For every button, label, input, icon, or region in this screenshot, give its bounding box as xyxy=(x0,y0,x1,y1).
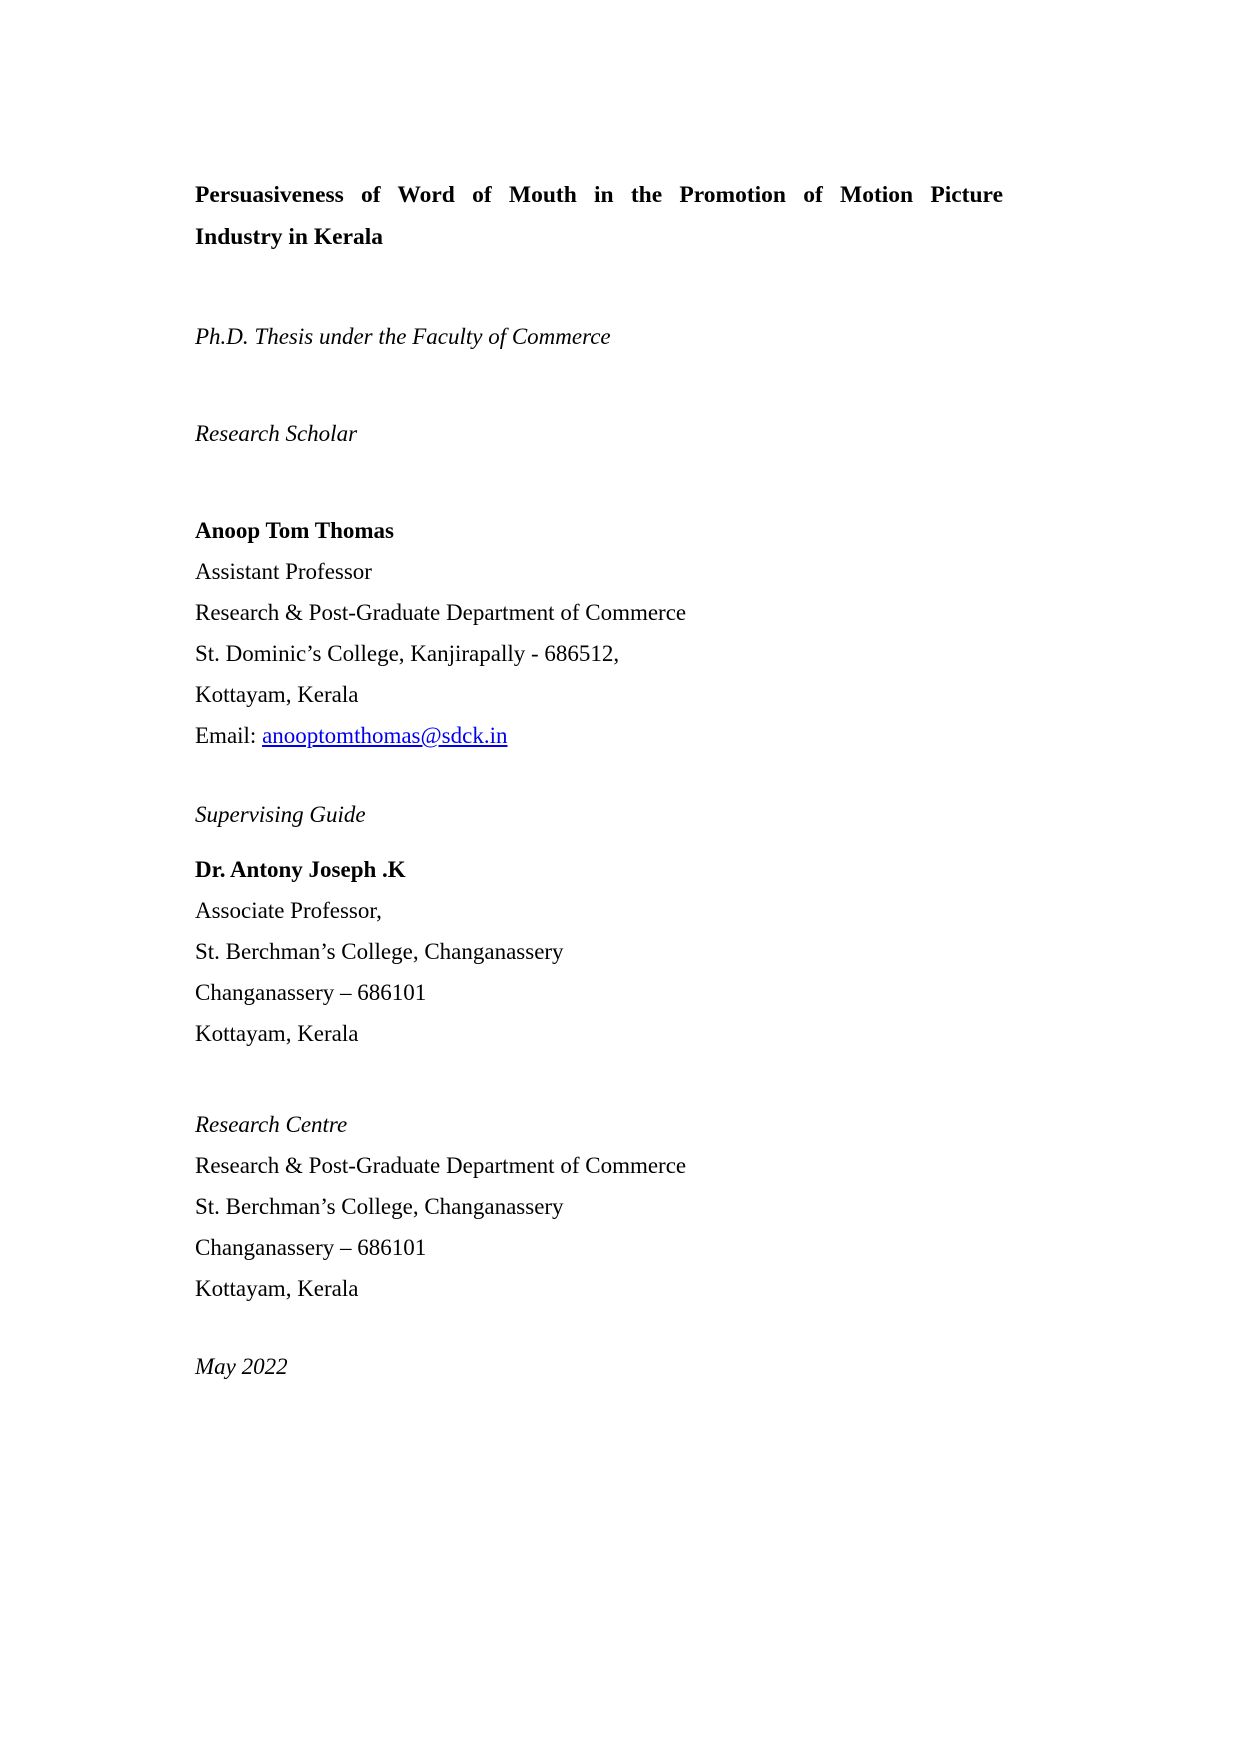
scholar-email-link[interactable]: anooptomthomas@sdck.in xyxy=(262,723,508,748)
centre-college: St. Berchman’s College, Changanassery xyxy=(195,1194,564,1219)
research-centre-block xyxy=(195,1104,686,1309)
thesis-title xyxy=(195,174,1003,258)
scholar-location: Kottayam, Kerala xyxy=(195,682,359,707)
supervising-guide-label: Supervising Guide xyxy=(195,802,366,827)
email-label: Email: xyxy=(195,723,263,748)
guide-location: Kottayam, Kerala xyxy=(195,1021,359,1046)
centre-location: Kottayam, Kerala xyxy=(195,1276,359,1301)
thesis-title-line-2: Industry in Kerala xyxy=(195,224,384,250)
research-scholar-block xyxy=(195,510,686,756)
guide-postal: Changanassery – 686101 xyxy=(195,980,427,1005)
guide-name: Dr. Antony Joseph .K xyxy=(195,857,406,882)
scholar-designation: Assistant Professor xyxy=(195,559,372,584)
thesis-title-line-1: Persuasiveness of Word of Mouth in the Promotion of Motion Picture xyxy=(195,182,1003,208)
guide-college: St. Berchman’s College, Changanassery xyxy=(195,939,564,964)
centre-department: Research & Post-Graduate Department of Commerce xyxy=(195,1153,687,1178)
thesis-subtitle: Ph.D. Thesis under the Faculty of Commerce xyxy=(195,324,611,349)
research-centre-label: Research Centre xyxy=(195,1112,348,1137)
guide-designation: Associate Professor, xyxy=(195,898,382,923)
scholar-email-line xyxy=(195,715,686,756)
supervising-guide-block xyxy=(195,849,564,1054)
scholar-name: Anoop Tom Thomas xyxy=(195,518,394,543)
research-scholar-label: Research Scholar xyxy=(195,421,358,446)
submission-date: May 2022 xyxy=(195,1354,288,1379)
scholar-college: St. Dominic’s College, Kanjirapally - 686512, xyxy=(195,641,620,666)
scholar-department: Research & Post-Graduate Department of Commerce xyxy=(195,600,687,625)
centre-postal: Changanassery – 686101 xyxy=(195,1235,427,1260)
